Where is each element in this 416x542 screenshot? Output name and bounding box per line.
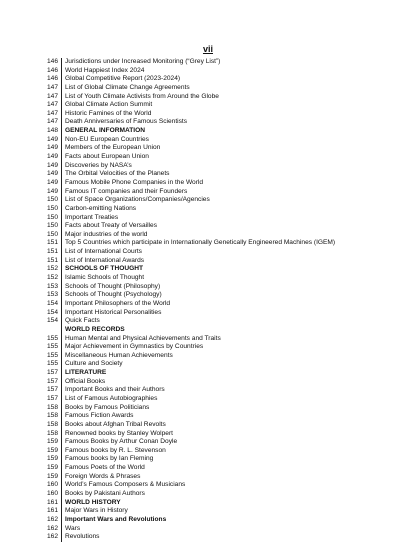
toc-title: The Orbital Velocities of the Planets [61, 170, 384, 179]
toc-entry [44, 110, 384, 119]
toc-title: Historic Famines of the World [61, 110, 384, 119]
toc-page-number: 152 [46, 265, 58, 273]
toc-title: Foreign Words & Phrases [61, 473, 384, 482]
toc-page-number: 154 [46, 308, 58, 316]
toc-title: Books by Famous Politicians [61, 404, 384, 413]
toc-title: Important Books and their Authors [61, 386, 384, 395]
toc-title: Wars [61, 525, 384, 534]
toc-page-number: 158 [46, 429, 58, 437]
toc-entry [44, 525, 384, 534]
toc-entry [44, 455, 384, 464]
toc-page-number: 159 [46, 446, 58, 454]
toc-entry [44, 274, 384, 283]
toc-title: World’s Famous Composers & Musicians [61, 481, 384, 490]
toc-title: Revolutions [61, 533, 384, 542]
toc-entry [44, 153, 384, 162]
toc-page-number: 152 [46, 274, 58, 282]
toc-title: Human Mental and Physical Achievements and Traits [61, 335, 384, 344]
toc-entry [44, 188, 384, 197]
toc-entry [44, 335, 384, 344]
toc-title: SCHOOLS OF THOUGHT [61, 265, 384, 274]
toc-entry [44, 231, 384, 240]
toc-title: Culture and Society [61, 360, 384, 369]
toc-title: Members of the European Union [61, 144, 384, 153]
toc-page-number: 149 [46, 170, 58, 178]
toc-entry [44, 421, 384, 430]
toc-title: Global Climate Action Summit [61, 101, 384, 110]
toc-page-number: 149 [46, 153, 58, 161]
toc-section-heading [44, 265, 384, 274]
toc-title: List of International Awards [61, 257, 384, 266]
toc-page-number: 149 [46, 161, 58, 169]
toc-title: Global Competitive Report (2023-2024) [61, 75, 384, 84]
toc-entry [44, 170, 384, 179]
page-number: vii [202, 44, 213, 54]
toc-entry [44, 386, 384, 395]
toc-page-number: 150 [46, 230, 58, 238]
toc-title: Famous Fiction Awards [61, 412, 384, 421]
toc-entry [44, 101, 384, 110]
toc-page-number: 161 [46, 498, 58, 506]
toc-section-heading [44, 516, 384, 525]
toc-entry [44, 430, 384, 439]
toc-entry [44, 438, 384, 447]
toc-page-number: 162 [46, 533, 58, 541]
toc-page-number: 148 [46, 127, 58, 135]
toc-page-number: 155 [46, 334, 58, 342]
toc-title: Important Philosophers of the World [61, 300, 384, 309]
toc-title: Famous Poets of the World [61, 464, 384, 473]
toc-entry [44, 118, 384, 127]
toc-page-number: 162 [46, 524, 58, 532]
toc-page-number: 149 [46, 178, 58, 186]
toc-section-heading [44, 326, 384, 335]
toc-entry [44, 404, 384, 413]
toc-entry [44, 300, 384, 309]
toc-entry [44, 144, 384, 153]
toc-entry [44, 75, 384, 84]
toc-title: Important Treaties [61, 214, 384, 223]
toc-page-number: 150 [46, 213, 58, 221]
toc-page-number: 161 [46, 507, 58, 515]
toc-title: List of Famous Autobiographies [61, 395, 384, 404]
toc-page-number: 149 [46, 135, 58, 143]
toc-entry [44, 58, 384, 67]
toc-page-number: 155 [46, 360, 58, 368]
toc-page-number: 158 [46, 412, 58, 420]
toc-page-number: 159 [46, 464, 58, 472]
toc-page-number: 151 [46, 239, 58, 247]
toc-entry [44, 205, 384, 214]
toc-entry [44, 447, 384, 456]
toc-page-number: 150 [46, 222, 58, 230]
toc-entry [44, 533, 384, 542]
toc-title: List of Global Climate Change Agreements [61, 84, 384, 93]
toc-page-number: 159 [46, 455, 58, 463]
toc-title: Major industries of the world [61, 231, 384, 240]
toc-entry [44, 378, 384, 387]
toc-title: World Happiest Index 2024 [61, 67, 384, 76]
toc-title: LITERATURE [61, 369, 384, 378]
toc-title: Schools of Thought (Psychology) [61, 291, 384, 300]
toc-entry [44, 239, 384, 248]
toc-page-number: 155 [46, 343, 58, 351]
toc-page-number: 162 [46, 515, 58, 523]
toc-entry [44, 317, 384, 326]
toc-title: Major Achievement in Gymnastics by Countries [61, 343, 384, 352]
toc-page-number: 154 [46, 317, 58, 325]
toc-title: Non-EU European Countries [61, 136, 384, 145]
toc-page-number: 158 [46, 403, 58, 411]
toc-page-number: 153 [46, 282, 58, 290]
toc-entry [44, 222, 384, 231]
toc-title: GENERAL INFORMATION [61, 127, 384, 136]
toc-page-number: 146 [46, 58, 58, 65]
toc-page-number: 150 [46, 196, 58, 204]
toc-page-number: 150 [46, 204, 58, 212]
toc-title: Top 5 Countries which participate in Internationally Genetically Engineered Machines (IGEM) [61, 239, 384, 248]
toc-entry [44, 196, 384, 205]
toc-page-number: 153 [46, 291, 58, 299]
toc-title: Important Historical Personalities [61, 309, 384, 318]
toc-page-number: 159 [46, 472, 58, 480]
toc-title: Renowned books by Stanley Wolpert [61, 430, 384, 439]
toc-entry [44, 490, 384, 499]
toc-page-number: 154 [46, 299, 58, 307]
toc-page-number: 147 [46, 92, 58, 100]
toc-page-number: 157 [46, 386, 58, 394]
toc-page-number: 157 [46, 377, 58, 385]
toc-title: List of Space Organizations/Companies/Agencies [61, 196, 384, 205]
toc-entry [44, 248, 384, 257]
toc-title: Books about Afghan Tribal Revolts [61, 421, 384, 430]
toc-entry [44, 93, 384, 102]
toc-page-number: 149 [46, 187, 58, 195]
toc-page-number: 160 [46, 481, 58, 489]
toc-entry [44, 84, 384, 93]
toc-section-heading [44, 499, 384, 508]
toc-title: Carbon-emitting Nations [61, 205, 384, 214]
toc-page-number: 147 [46, 109, 58, 117]
toc-page-number: 147 [46, 118, 58, 126]
toc-title: Famous books by R. L. Stevenson [61, 447, 384, 456]
toc-entry [44, 136, 384, 145]
toc-entry [44, 473, 384, 482]
toc-page-number: 157 [46, 394, 58, 402]
toc-entry [44, 283, 384, 292]
toc-page-number [44, 326, 61, 335]
toc-title: List of International Courts [61, 248, 384, 257]
toc-page-number: 147 [46, 101, 58, 109]
toc-page-number: 146 [46, 75, 58, 83]
toc-section-heading [44, 369, 384, 378]
toc-entry [44, 67, 384, 76]
toc-entry [44, 464, 384, 473]
toc-title: Death Anniversaries of Famous Scientists [61, 118, 384, 127]
toc-title: Facts about Treaty of Versailles [61, 222, 384, 231]
toc-entry [44, 343, 384, 352]
toc-entry [44, 214, 384, 223]
toc-entry [44, 162, 384, 171]
toc-page-number: 155 [46, 351, 58, 359]
toc-title: Famous books by Ian Fleming [61, 455, 384, 464]
toc-page-number: 151 [46, 248, 58, 256]
toc-entry [44, 395, 384, 404]
toc-entry [44, 352, 384, 361]
toc-title: Books by Pakistani Authors [61, 490, 384, 499]
toc-title: Discoveries by NASA’s [61, 162, 384, 171]
toc-title: Jurisdictions under Increased Monitoring (“Grey List”) [61, 58, 384, 67]
toc-title: Famous Books by Arthur Conan Doyle [61, 438, 384, 447]
toc-title: Famous Mobile Phone Companies in the World [61, 179, 384, 188]
toc-page-number: 149 [46, 144, 58, 152]
toc-entry [44, 179, 384, 188]
toc-title: List of Youth Climate Activists from Around the Globe [61, 93, 384, 102]
toc-title: Important Wars and Revolutions [61, 516, 384, 525]
toc-entry [44, 309, 384, 318]
toc-title: Facts about European Union [61, 153, 384, 162]
toc-title: Quick Facts [61, 317, 384, 326]
toc-page-number: 157 [46, 369, 58, 377]
toc-title: WORLD HISTORY [61, 499, 384, 508]
toc-entry [44, 257, 384, 266]
toc-page-number: 147 [46, 83, 58, 91]
toc-title: Miscellaneous Human Achievements [61, 352, 384, 361]
toc-entry [44, 481, 384, 490]
toc-page-number: 159 [46, 438, 58, 446]
toc-title: Islamic Schools of Thought [61, 274, 384, 283]
toc-page-number: 151 [46, 256, 58, 264]
toc-page-number: 160 [46, 490, 58, 498]
toc-title: Schools of Thought (Philosophy) [61, 283, 384, 292]
toc-entry [44, 360, 384, 369]
toc-entry [44, 507, 384, 516]
toc-entry [44, 291, 384, 300]
toc-title: Official Books [61, 378, 384, 387]
toc-page-number: 158 [46, 420, 58, 428]
toc-page-number: 146 [46, 66, 58, 74]
toc-title: WORLD RECORDS [61, 326, 384, 335]
toc-section-heading [44, 127, 384, 136]
table-of-contents [44, 58, 384, 542]
toc-entry [44, 412, 384, 421]
toc-title: Major Wars in History [61, 507, 384, 516]
toc-title: Famous IT companies and their Founders [61, 188, 384, 197]
